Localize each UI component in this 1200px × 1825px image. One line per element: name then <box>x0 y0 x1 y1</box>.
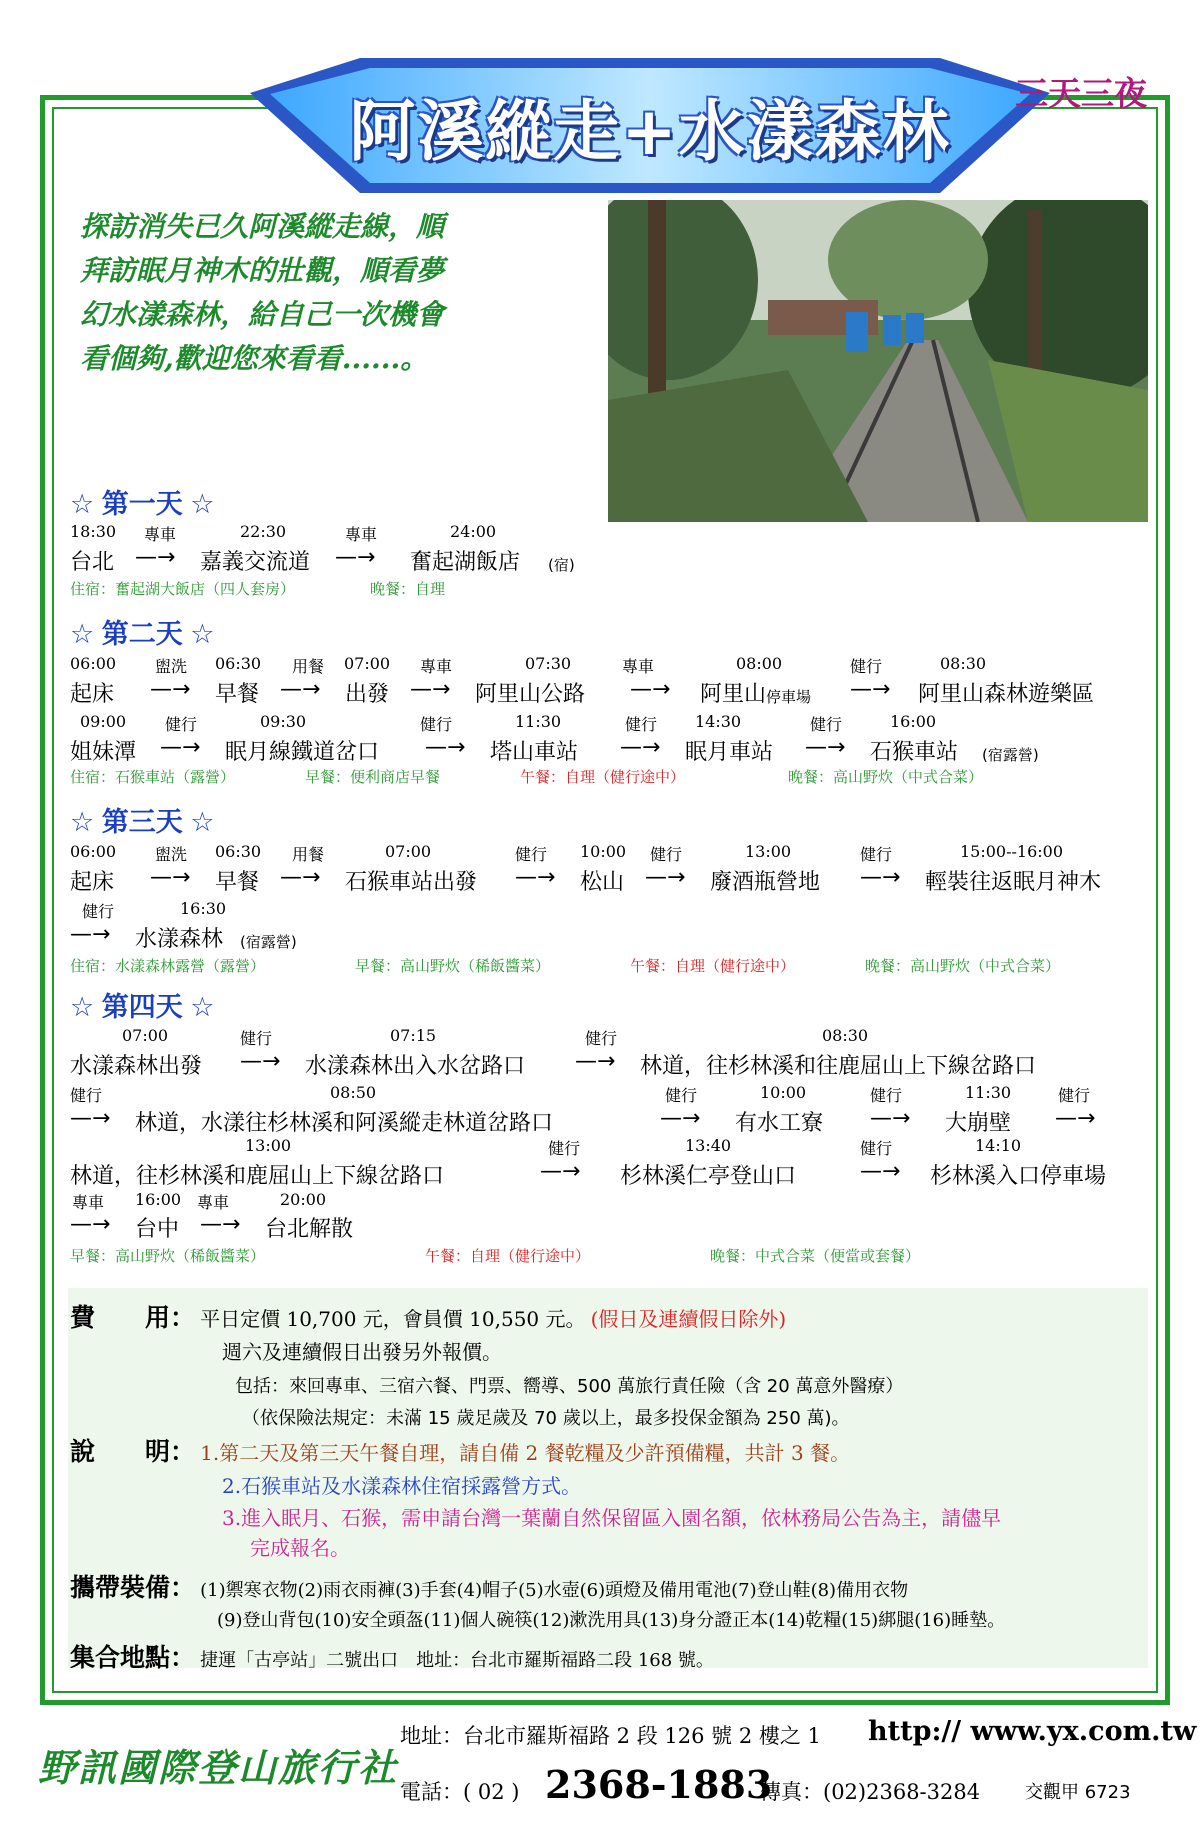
lodging: 住宿：石猴車站（露營） <box>70 768 236 786</box>
activity: 健行 <box>165 715 198 734</box>
place: 阿里山公路 <box>475 682 586 707</box>
place: 眠月車站 <box>685 740 774 765</box>
time: 08:00 <box>736 654 783 673</box>
meeting-section <box>70 1638 714 1674</box>
time: 11:30 <box>515 712 562 731</box>
activity: 用餐 <box>292 657 325 676</box>
transport: 專車 <box>72 1193 105 1212</box>
arrow: —→ <box>575 1049 616 1074</box>
arrow: —→ <box>70 1212 111 1237</box>
arrow: —→ <box>630 677 671 702</box>
fee-include: 包括：來回專車、三宿六餐、門票、嚮導、500 萬旅行責任險（含 20 萬意外醫療） <box>235 1376 904 1397</box>
time: 10:00 <box>760 1083 807 1102</box>
place: 石猴車站出發 <box>345 870 478 895</box>
transport: 專車 <box>345 525 378 544</box>
activity: 健行 <box>665 1086 698 1105</box>
arrow: —→ <box>70 1106 111 1131</box>
time: 14:10 <box>975 1136 1022 1155</box>
place: 起床 <box>70 870 115 895</box>
fee-exception: (假日及連續假日除外) <box>590 1307 787 1331</box>
website-link[interactable]: http:// www.yx.com.tw <box>868 1716 1197 1747</box>
time: 09:00 <box>80 712 127 731</box>
note-1: 1.第二天及第三天午餐自理，請自備 2 餐乾糧及少許預備糧，共計 3 餐。 <box>200 1441 851 1465</box>
activity: 健行 <box>82 902 115 921</box>
transport: 專車 <box>622 657 655 676</box>
place: 早餐 <box>215 682 260 707</box>
arrow: —→ <box>135 545 176 570</box>
place: 眠月線鐵道岔口 <box>225 740 380 765</box>
place: 奮起湖飯店 <box>410 550 521 575</box>
place: 有水工寮 <box>735 1111 824 1136</box>
activity: 健行 <box>870 1086 903 1105</box>
license-number: 交觀甲 6723 <box>1025 1782 1131 1803</box>
time: 08:30 <box>940 654 987 673</box>
place: 杉林溪仁亭登山口 <box>620 1164 797 1189</box>
arrow: —→ <box>335 545 376 570</box>
place: 松山 <box>580 870 625 895</box>
lodging-note: (宿露營) <box>240 933 297 951</box>
time: 20:00 <box>280 1190 327 1209</box>
time: 13:00 <box>745 842 792 861</box>
arrow: —→ <box>620 735 661 760</box>
time: 24:00 <box>450 522 497 541</box>
gear-label: 攜帶裝備： <box>70 1573 196 1602</box>
gear-list-1: (1)禦寒衣物(2)雨衣雨褲(3)手套(4)帽子(5)水壺(6)頭燈及備用電池(7)登山鞋(8)備用衣物 <box>200 1580 909 1601</box>
arrow: —→ <box>860 865 901 890</box>
day1-title: ☆ 第一天 ☆ <box>70 489 215 519</box>
activity: 健行 <box>240 1029 273 1048</box>
transport: 專車 <box>420 657 453 676</box>
activity: 健行 <box>420 715 453 734</box>
breakfast: 早餐：高山野炊（稀飯醬菜） <box>355 957 551 975</box>
time: 10:00 <box>580 842 627 861</box>
activity: 健行 <box>515 845 548 864</box>
arrow: —→ <box>540 1159 581 1184</box>
place: 水漾森林出入水岔路口 <box>305 1054 526 1079</box>
place: 廢酒瓶營地 <box>710 870 821 895</box>
arrow: —→ <box>515 865 556 890</box>
arrow: —→ <box>150 865 191 890</box>
time: 06:00 <box>70 654 117 673</box>
time: 07:00 <box>385 842 432 861</box>
time: 22:30 <box>240 522 287 541</box>
time: 13:00 <box>245 1136 292 1155</box>
activity: 健行 <box>860 1139 893 1158</box>
arrow: —→ <box>860 1159 901 1184</box>
place: 林道，往杉林溪和鹿屈山上下線岔路口 <box>70 1164 445 1189</box>
transport: 專車 <box>144 525 177 544</box>
place-sub: 停車場 <box>766 688 812 706</box>
time: 15:00--16:00 <box>960 842 1064 861</box>
dinner: 晚餐：中式合菜（便當或套餐） <box>710 1247 921 1265</box>
meeting-label: 集合地點： <box>70 1643 196 1672</box>
note-2: 2.石猴車站及水漾森林住宿採露營方式。 <box>222 1474 582 1498</box>
time: 16:00 <box>135 1190 182 1209</box>
dinner: 晚餐：自理 <box>370 580 446 598</box>
dinner: 晚餐：高山野炊（中式合菜） <box>865 957 1061 975</box>
fee-label: 費 用： <box>70 1303 196 1332</box>
lunch: 午餐：自理（健行途中） <box>520 768 686 786</box>
intro-text <box>80 205 600 381</box>
note-3-cont: 完成報名。 <box>250 1536 350 1560</box>
gear-list-2: (9)登山背包(10)安全頭盔(11)個人碗筷(12)漱洗用具(13)身分證正本(14)乾糧(15)綁腿(16)睡墊。 <box>217 1610 1006 1631</box>
fee-weekend: 週六及連續假日出發另外報價。 <box>222 1340 502 1364</box>
time: 08:30 <box>822 1026 869 1045</box>
company-address: 地址：台北市羅斯福路 2 段 126 號 2 樓之 1 <box>400 1724 821 1748</box>
activity: 健行 <box>548 1139 581 1158</box>
activity: 盥洗 <box>155 657 188 676</box>
page-title: 阿溪縱走+水漾森林 <box>349 93 951 170</box>
breakfast: 早餐：便利商店早餐 <box>305 768 441 786</box>
activity: 健行 <box>1058 1086 1091 1105</box>
activity: 健行 <box>625 715 658 734</box>
intro-line: 拜訪眠月神木的壯觀，順看夢 <box>80 254 445 287</box>
lunch: 午餐：自理（健行途中） <box>425 1247 591 1265</box>
time: 06:00 <box>70 842 117 861</box>
gear-section <box>70 1568 908 1604</box>
time: 07:00 <box>344 654 391 673</box>
time: 18:30 <box>70 522 117 541</box>
place: 台中 <box>135 1217 180 1242</box>
note-3: 3.進入眠月、石猴，需申請台灣一葉蘭自然保留區入園名額，依林務局公告為主，請儘早 <box>222 1506 1002 1530</box>
arrow: —→ <box>150 677 191 702</box>
time: 06:30 <box>215 654 262 673</box>
trip-duration: 三天三夜 <box>1015 74 1147 113</box>
intro-line: 探訪消失已久阿溪縱走線，順 <box>80 210 445 243</box>
time: 13:40 <box>685 1136 732 1155</box>
activity: 盥洗 <box>155 845 188 864</box>
company-name: 野訊國際登山旅行社 <box>38 1745 399 1790</box>
time: 07:30 <box>525 654 572 673</box>
activity: 健行 <box>650 845 683 864</box>
arrow: —→ <box>70 922 111 947</box>
place: 水漾森林出發 <box>70 1054 203 1079</box>
breakfast: 早餐：高山野炊（稀飯醬菜） <box>70 1247 266 1265</box>
activity: 用餐 <box>292 845 325 864</box>
fee-section <box>70 1298 786 1334</box>
time: 16:00 <box>890 712 937 731</box>
dinner: 晚餐：高山野炊（中式合菜） <box>788 768 984 786</box>
activity: 健行 <box>585 1029 618 1048</box>
day3-title: ☆ 第三天 ☆ <box>70 807 215 837</box>
arrow: —→ <box>410 677 451 702</box>
time: 16:30 <box>180 899 227 918</box>
arrow: —→ <box>805 735 846 760</box>
arrow: —→ <box>870 1106 911 1131</box>
fax-number: 傳真：(02)2368-3284 <box>760 1780 981 1804</box>
intro-line: 看個夠,歡迎您來看看......。 <box>80 342 429 375</box>
meeting-place: 捷運「古亭站」二號出口 地址：台北市羅斯福路二段 168 號。 <box>200 1650 714 1671</box>
arrow: —→ <box>425 735 466 760</box>
arrow: —→ <box>160 735 201 760</box>
place: 早餐 <box>215 870 260 895</box>
activity: 健行 <box>810 715 843 734</box>
place: 姐妹潭 <box>70 740 137 765</box>
arrow: —→ <box>850 677 891 702</box>
activity: 健行 <box>850 657 883 676</box>
time: 06:30 <box>215 842 262 861</box>
lodging-note: (宿露營) <box>982 746 1039 764</box>
lodging: 住宿：水漾森林露營（露營） <box>70 957 266 975</box>
place: 嘉義交流道 <box>200 550 311 575</box>
place: 石猴車站 <box>870 740 959 765</box>
place: 水漾森林 <box>135 927 224 952</box>
transport: 專車 <box>197 1193 230 1212</box>
time: 07:15 <box>390 1026 437 1045</box>
intro-line: 幻水漾森林，給自己一次機會 <box>80 298 445 331</box>
activity: 健行 <box>860 845 893 864</box>
phone-label: 電話：( 02 ) <box>400 1780 520 1804</box>
time: 14:30 <box>695 712 742 731</box>
arrow: —→ <box>280 865 321 890</box>
note-section <box>70 1432 850 1468</box>
place: 阿里山 <box>700 682 767 707</box>
place: 起床 <box>70 682 115 707</box>
day2-title: ☆ 第二天 ☆ <box>70 619 215 649</box>
time: 09:30 <box>260 712 307 731</box>
place: 台北 <box>70 550 115 575</box>
fee-insurance: （依保險法規定：未滿 15 歲足歲及 70 歲以上，最多投保金額為 250 萬)。 <box>242 1408 850 1429</box>
arrow: —→ <box>645 865 686 890</box>
arrow: —→ <box>200 1212 241 1237</box>
activity: 健行 <box>70 1086 103 1105</box>
arrow: —→ <box>280 677 321 702</box>
place: 林道，往杉林溪和往鹿屈山上下線岔路口 <box>640 1054 1037 1079</box>
arrow: —→ <box>660 1106 701 1131</box>
place: 塔山車站 <box>490 740 579 765</box>
place: 輕裝往返眠月神木 <box>925 870 1102 895</box>
place: 出發 <box>345 682 390 707</box>
time: 07:00 <box>122 1026 169 1045</box>
place: 杉林溪入口停車場 <box>930 1164 1107 1189</box>
place: 林道，水漾往杉林溪和阿溪縱走林道岔路口 <box>135 1111 554 1136</box>
time: 08:50 <box>330 1083 377 1102</box>
lodging-note: (宿) <box>548 556 575 574</box>
fee-price: 平日定價 10,700 元，會員價 10,550 元。 <box>200 1307 586 1331</box>
arrow: —→ <box>240 1049 281 1074</box>
place: 阿里山森林遊樂區 <box>918 682 1095 707</box>
arrow: —→ <box>1055 1106 1096 1131</box>
lunch: 午餐：自理（健行途中） <box>630 957 796 975</box>
place: 台北解散 <box>265 1217 354 1242</box>
place: 大崩壁 <box>945 1111 1012 1136</box>
forest-railway-photo <box>608 200 1148 522</box>
lodging: 住宿：奮起湖大飯店（四人套房） <box>70 580 296 598</box>
day4-title: ☆ 第四天 ☆ <box>70 992 215 1022</box>
phone-number: 2368-1883 <box>545 1762 773 1807</box>
time: 11:30 <box>965 1083 1012 1102</box>
note-label: 說 明： <box>70 1437 196 1466</box>
